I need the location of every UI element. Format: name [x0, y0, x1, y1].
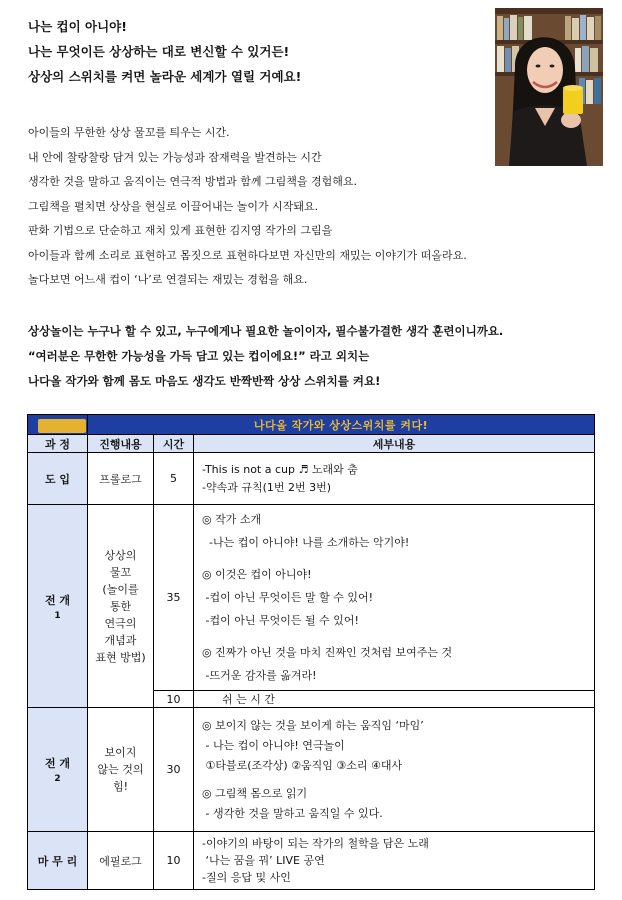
content-line: (놀이를 — [102, 582, 139, 596]
header-corner — [28, 415, 88, 435]
stage-label: 전 개 — [44, 593, 71, 607]
detail-spacer — [202, 776, 588, 784]
detail-line: ①타블로(조각상) ②움직임 ③소리 ④대사 — [202, 758, 403, 772]
detail-spacer — [202, 554, 588, 563]
stage-cell: 마 무 리 — [28, 832, 88, 890]
content-line: 힘! — [112, 780, 129, 793]
detail-line: -이야기의 바탕이 되는 작가의 철학을 담은 노래 — [202, 837, 429, 850]
content-line: 통한 — [109, 599, 132, 613]
detail-line: ◎ 진짜가 아닌 것을 마치 진짜인 것처럼 보여주는 것 — [202, 646, 453, 659]
col-header-detail: 세부내용 — [194, 435, 595, 453]
detail-line: -뜨거운 감자를 옮겨라! — [202, 669, 317, 682]
break-label-cell: 쉬 는 시 간 — [194, 691, 595, 708]
description-block — [28, 121, 608, 293]
break-time-cell: 10 — [154, 691, 194, 708]
content-line: 상상의 — [104, 548, 137, 562]
content-cell: 프롤로그 — [88, 453, 154, 505]
time-cell: 10 — [154, 832, 194, 890]
stage-cell: 도 입 — [28, 453, 88, 505]
table-row-dev2 — [28, 708, 595, 832]
stage-number: 2 — [54, 774, 61, 784]
content-line: 물꼬 — [109, 565, 132, 579]
detail-line: ◎ 이것은 컵이 아니야! — [202, 568, 312, 581]
detail-line: -질의 응답 및 사인 — [202, 871, 291, 884]
content-line: 표현 방법) — [95, 650, 146, 664]
detail-line: -컵이 아닌 무엇이든 될 수 있어! — [202, 614, 359, 627]
closing-line: 상상놀이는 누구나 할 수 있고, 누구에게나 필요한 놀이이자, 필수불가결한 생각 훈련이니까요. — [28, 324, 504, 338]
closing-line: 나다올 작가와 함께 몸도 마음도 생각도 반짝반짝 상상 스위치를 켜요! — [28, 374, 381, 388]
content-cell — [88, 505, 154, 708]
detail-line: ◎ 그림책 몸으로 읽기 — [202, 786, 308, 800]
description-line: 놀다보면 어느새 컵이 ‘나’로 연결되는 재밌는 경험을 해요. — [28, 273, 308, 286]
detail-line: -나는 컵이 아니야! 나를 소개하는 악기야! — [202, 536, 410, 549]
intro-block — [28, 14, 478, 89]
detail-cell — [194, 453, 595, 505]
detail-cell — [194, 505, 595, 691]
detail-line: ◎ 작가 소개 — [202, 513, 262, 526]
table-title-row — [28, 415, 595, 435]
col-header-stage: 과 정 — [28, 435, 88, 453]
intro-line: 상상의 스위치를 켜면 놀라운 세계가 열릴 거예요! — [28, 69, 302, 84]
content-line: 연극의 — [104, 616, 137, 630]
content-line: 않는 것의 — [97, 763, 144, 776]
detail-line: -약속과 규칙(1번 2번 3번) — [202, 480, 332, 494]
program-table — [27, 414, 595, 890]
time-cell: 35 — [154, 505, 194, 691]
content-line: 보이지 — [104, 746, 137, 759]
detail-line: ◎ 보이지 않는 것을 보이게 하는 움직임 ‘마임’ — [202, 718, 424, 732]
detail-cell — [194, 708, 595, 832]
intro-line: 나는 무엇이든 상상하는 대로 변신할 수 있거든! — [28, 44, 290, 59]
detail-line: -컵이 아닌 무엇이든 말 할 수 있어! — [202, 591, 373, 604]
description-line: 내 안에 찰랑찰랑 담겨 있는 가능성과 잠재력을 발견하는 시간 — [28, 150, 322, 164]
corner-badge — [38, 419, 86, 433]
column-header-row — [28, 435, 595, 453]
content-cell — [88, 708, 154, 832]
content-line: 개념과 — [104, 633, 137, 647]
time-cell: 30 — [154, 708, 194, 832]
description-line: 아이들과 함께 소리로 표현하고 몸짓으로 표현하다보면 자신만의 재밌는 이야기가 떠올라요. — [28, 248, 467, 262]
detail-line: -This is not a cup ♬ 노래와 춤 — [202, 462, 358, 476]
stage-number: 1 — [54, 610, 61, 621]
table-row-intro — [28, 453, 595, 505]
stage-label: 전 개 — [44, 757, 71, 770]
description-line: 판화 기법으로 단순하고 재치 있게 표현한 김지영 작가의 그림을 — [28, 224, 333, 237]
closing-block — [28, 319, 608, 394]
detail-line: ‘나는 꿈을 꿔’ LIVE 공연 — [202, 854, 325, 867]
stage-cell — [28, 708, 88, 832]
col-header-time: 시간 — [154, 435, 194, 453]
col-header-content: 진행내용 — [88, 435, 154, 453]
intro-line: 나는 컵이 아니야! — [28, 19, 127, 34]
stage-cell — [28, 505, 88, 708]
detail-cell — [194, 832, 595, 890]
detail-spacer — [202, 632, 588, 641]
table-row-dev1 — [28, 505, 595, 691]
time-cell: 5 — [154, 453, 194, 505]
description-line: 그림책을 펼치면 상상을 현실로 이끌어내는 놀이가 시작돼요. — [28, 199, 319, 213]
closing-line: “여러분은 무한한 가능성을 가득 담고 있는 컵이에요!” 라고 외치는 — [28, 349, 370, 363]
table-title: 나다올 작가와 상상스위치를 켜다! — [88, 415, 595, 435]
detail-line: - 생각한 것을 말하고 움직일 수 있다. — [202, 806, 383, 820]
content-cell: 에필로그 — [88, 832, 154, 890]
table-row-closing — [28, 832, 595, 890]
description-line: 생각한 것을 말하고 움직이는 연극적 방법과 함께 그림책을 경험해요. — [28, 175, 357, 188]
description-line: 아이들의 무한한 상상 물꼬를 틔우는 시간. — [28, 126, 230, 139]
detail-line: - 나는 컵이 아니야! 연극놀이 — [202, 738, 345, 752]
